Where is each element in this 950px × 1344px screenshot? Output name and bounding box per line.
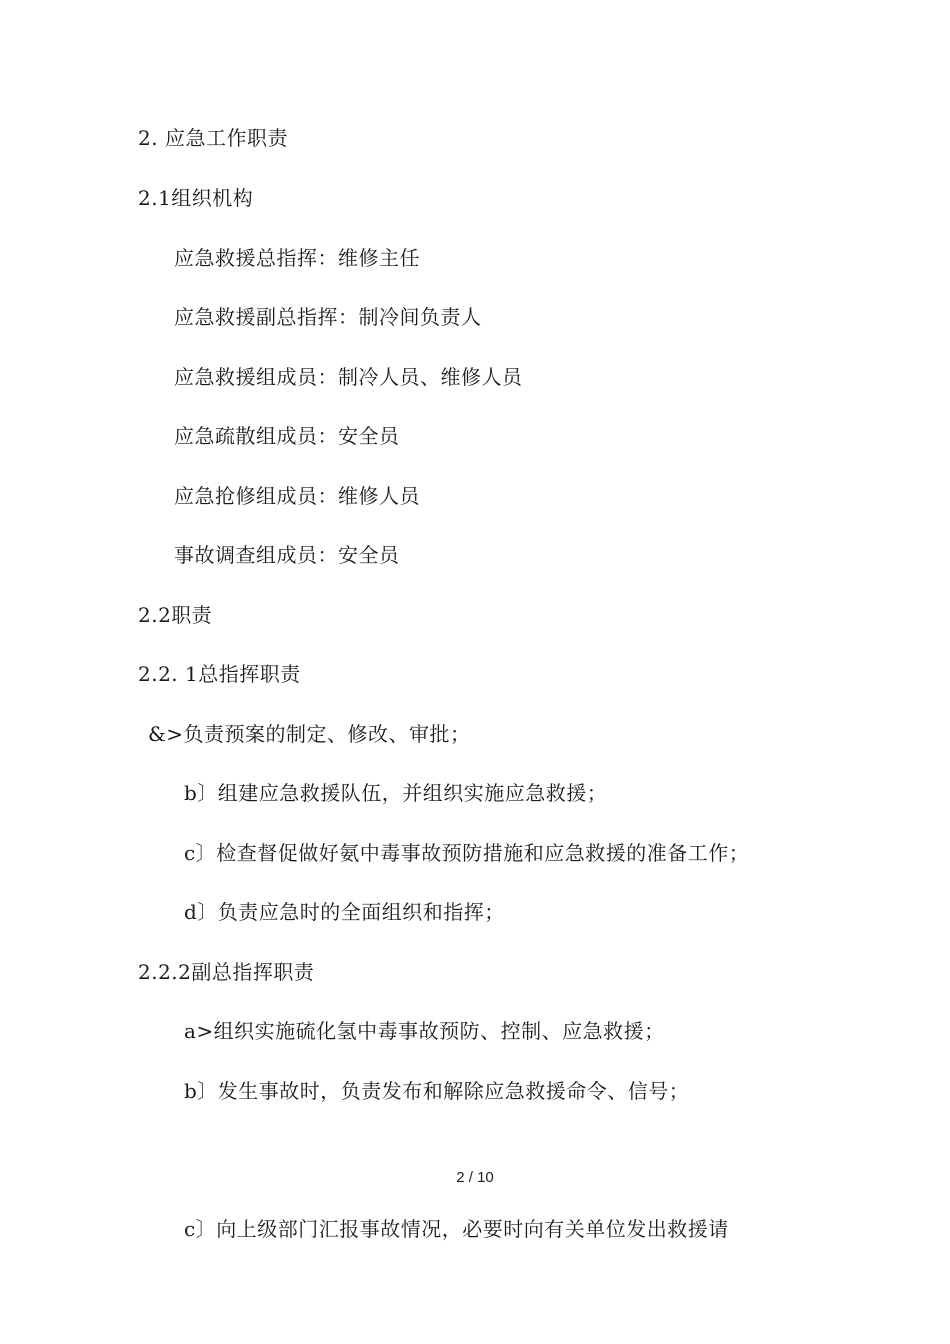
org-line-investigation-team: 事故调查组成员：安全员 — [174, 543, 400, 567]
deputy-duty-item-a: a>组织实施硫化氢中毒事故预防、控制、应急救援； — [184, 1019, 665, 1043]
duty-item-d: d〕负责应急时的全面组织和指挥； — [184, 900, 505, 924]
subsection-heading-2-1: 2.1组织机构 — [138, 186, 254, 210]
org-line-repair-team: 应急抢修组成员：维修人员 — [174, 484, 420, 508]
duty-item-c: c〕检查督促做好氨中毒事故预防措施和应急救援的准备工作； — [184, 841, 750, 865]
org-line-evacuation-team: 应急疏散组成员：安全员 — [174, 424, 400, 448]
subsection-heading-2-2-2: 2.2.2副总指挥职责 — [138, 960, 315, 984]
duty-item-a: &>负责预案的制定、修改、审批； — [148, 722, 471, 746]
deputy-duty-item-b: b〕发生事故时，负责发布和解除应急救援命令、信号； — [184, 1079, 690, 1103]
section-heading-2: 2. 应急工作职责 — [138, 126, 288, 150]
org-line-deputy-commander: 应急救援副总指挥：制冷间负责人 — [174, 305, 482, 329]
duty-item-b: b〕组建应急救援队伍，并组织实施应急救援； — [184, 781, 608, 805]
deputy-duty-item-c: c〕向上级部门汇报事故情况，必要时向有关单位发出救援请 — [184, 1217, 729, 1241]
org-line-commander: 应急救援总指挥：维修主任 — [174, 246, 420, 270]
org-line-rescue-team: 应急救援组成员：制冷人员、维修人员 — [174, 365, 523, 389]
page-number: 2 / 10 — [456, 1169, 494, 1186]
subsection-heading-2-2: 2.2职责 — [138, 603, 213, 627]
subsection-heading-2-2-1: 2.2. 1总指挥职责 — [138, 662, 301, 686]
